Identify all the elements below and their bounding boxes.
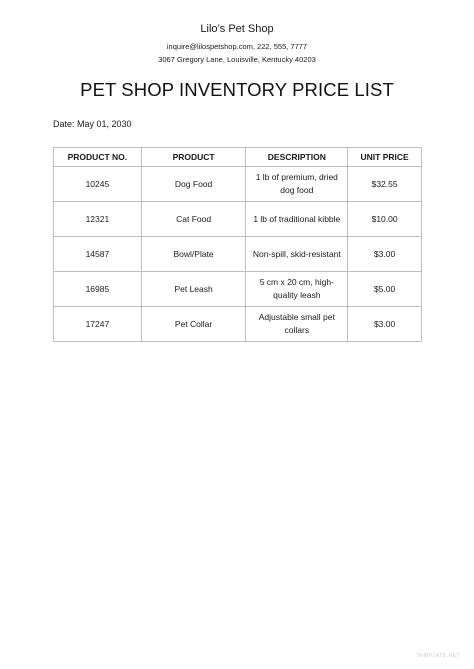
cell-unit-price: $3.00	[348, 307, 422, 342]
cell-product-no: 17247	[54, 307, 142, 342]
cell-unit-price: $10.00	[348, 202, 422, 237]
cell-product-no: 14587	[54, 237, 142, 272]
inventory-table	[53, 147, 422, 342]
cell-description: 1 lb of premium, dried dog food	[246, 167, 348, 202]
cell-product: Bowl/Plate	[141, 237, 246, 272]
cell-product: Cat Food	[141, 202, 246, 237]
header-description: DESCRIPTION	[246, 148, 348, 167]
cell-description: 5 cm x 20 cm, high-quality leash	[246, 272, 348, 307]
cell-product: Dog Food	[141, 167, 246, 202]
cell-unit-price: $32.55	[348, 167, 422, 202]
cell-description: Non-spill, skid-resistant	[246, 237, 348, 272]
shop-name: Lilo’s Pet Shop	[200, 23, 274, 35]
table-row	[54, 307, 422, 342]
cell-description: 1 lb of traditional kibble	[246, 202, 348, 237]
table-row	[54, 237, 422, 272]
cell-product-no: 16985	[54, 272, 142, 307]
cell-product-no: 10245	[54, 167, 142, 202]
header-unit-price: UNIT PRICE	[348, 148, 422, 167]
table-row	[54, 167, 422, 202]
document-title: PET SHOP INVENTORY PRICE LIST	[80, 79, 394, 100]
cell-unit-price: $5.00	[348, 272, 422, 307]
cell-description: Adjustable small pet collars	[246, 307, 348, 342]
cell-product-no: 12321	[54, 202, 142, 237]
watermark-logo: TEMPLATE.NET	[416, 653, 460, 659]
cell-product: Pet Leash	[141, 272, 246, 307]
table-header-row	[54, 148, 422, 167]
header-product: PRODUCT	[141, 148, 246, 167]
document-header	[0, 22, 474, 66]
document-date: Date: May 01, 2030	[53, 119, 132, 129]
cell-unit-price: $3.00	[348, 237, 422, 272]
table-row	[54, 202, 422, 237]
header-product-no: PRODUCT NO.	[54, 148, 142, 167]
address-line: 3067 Gregory Lane, Louisville, Kentucky 40203	[158, 55, 316, 64]
cell-product: Pet Collar	[141, 307, 246, 342]
contact-block	[0, 40, 474, 66]
contact-line: inquire@lilospetshop.com, 222, 555, 7777	[166, 42, 308, 51]
table-row	[54, 272, 422, 307]
